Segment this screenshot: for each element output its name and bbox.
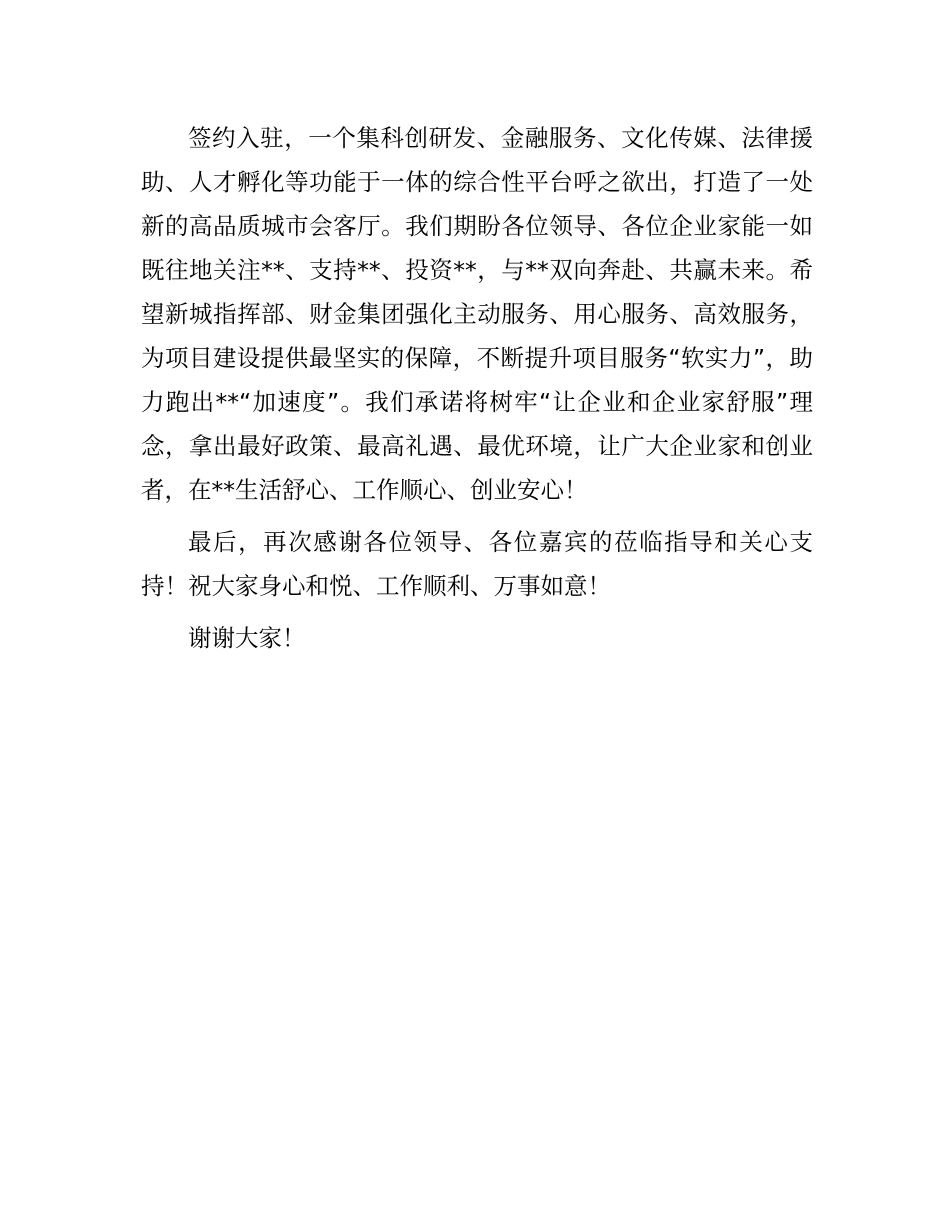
paragraph-commitment: 签约入驻，一个集科创研发、金融服务、文化传媒、法律援助、人才孵化等功能于一体的综合性平台呼之欲出，打造了一处新的高品质城市会客厅。我们期盼各位领导、各位企业家能一如既往地关注**、支持**、投资**，与**双向奔赴、共赢未来。希望新城指挥部、财金集团强化主动服务、用心服务、高效服务，为项目建设提供最坚实的保障，不断提升项目服务“软实力”，助力跑出**“加速度”。我们承诺将树牢“让企业和企业家舒服”理念，拿出最好政策、最高礼遇、最优环境，让广大企业家和创业者，在**生活舒心、工作顺心、创业安心！ [141, 124, 813, 504]
paragraph-thanks: 最后，再次感谢各位领导、各位嘉宾的莅临指导和关心支持！祝大家身心和悦、工作顺利、万事如意！ [141, 528, 813, 600]
paragraph-closing: 谢谢大家！ [188, 624, 306, 652]
document-body [141, 116, 813, 660]
